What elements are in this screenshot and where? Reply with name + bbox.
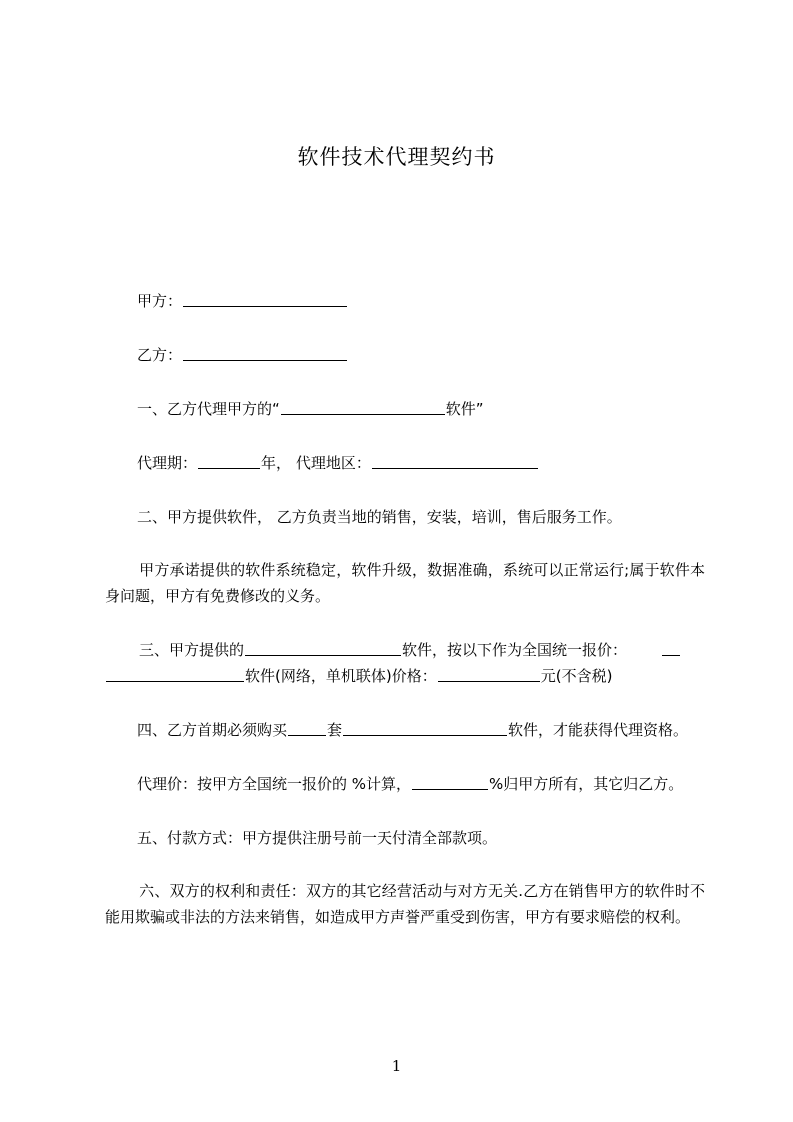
purchase-software-blank (343, 720, 507, 736)
region-label: 代理地区： (295, 454, 371, 472)
agency-period-line (137, 450, 539, 476)
percentage-blank (412, 774, 488, 790)
period-years-blank (198, 453, 260, 469)
software-name-blank-cont (106, 666, 244, 682)
party-b-blank (183, 345, 347, 361)
clause-2: 二、甲方提供软件， 乙方负责当地的销售，安装，培训，售后服务工作。 (137, 508, 622, 526)
software-price-label: 软件(网络，单机联体)价格： (245, 667, 437, 685)
agent-price-after: %归甲方所有，其它归乙方。 (489, 775, 684, 793)
party-b-label: 乙方： (137, 346, 183, 364)
document-title: 软件技术代理契约书 (297, 145, 496, 169)
price-suffix: 元(不含税) (540, 667, 613, 685)
clause-1-after: 软件” (445, 400, 484, 418)
software-name-blank-start (662, 640, 680, 656)
promise-text: 甲方承诺提供的软件系统稳定，软件升级，数据准确，系统可以正常运行;属于软件本身问题，甲方有免费修改的义务。 (105, 561, 705, 605)
clause-4-after: 软件，才能获得代理资格。 (508, 721, 689, 739)
region-blank (372, 453, 538, 469)
clause-6-text: 六、双方的权利和责任：双方的其它经营活动与对方无关.乙方在销售甲方的软件时不能用欺骗或非法的方法来销售，如造成甲方声誉严重受到伤害，甲方有要求赔偿的权利。 (105, 882, 705, 926)
set-unit: 套 (327, 721, 343, 739)
clause-5: 五、付款方式：甲方提供注册号前一天付清全部款项。 (137, 829, 498, 847)
clause-1 (137, 396, 484, 422)
software-name-blank (281, 399, 445, 415)
page-number: 1 (391, 1057, 402, 1075)
clause-4-before: 四、乙方首期必须购买 (137, 721, 288, 739)
party-a-blank (183, 291, 347, 307)
clause-6 (105, 878, 705, 930)
party-a-label: 甲方： (137, 292, 183, 310)
quantity-blank (288, 720, 326, 736)
clause-3 (105, 637, 700, 689)
clause-3-before: 三、甲方提供的 (139, 641, 245, 659)
clause-1-before: 一、乙方代理甲方的“ (137, 400, 280, 418)
period-year-suffix: 年， (261, 454, 292, 472)
agent-price-before: 代理价：按甲方全国统一报价的 %计算， (137, 775, 412, 793)
offered-software-blank (245, 640, 401, 656)
party-a-line (137, 288, 348, 314)
clause-4 (137, 717, 688, 743)
clause-3-middle: 软件，按以下作为全国统一报价： (402, 641, 628, 659)
price-blank (438, 666, 540, 682)
period-label: 代理期： (137, 454, 198, 472)
party-b-line (137, 342, 348, 368)
promise-paragraph (105, 557, 705, 609)
agent-price-line (137, 771, 683, 797)
